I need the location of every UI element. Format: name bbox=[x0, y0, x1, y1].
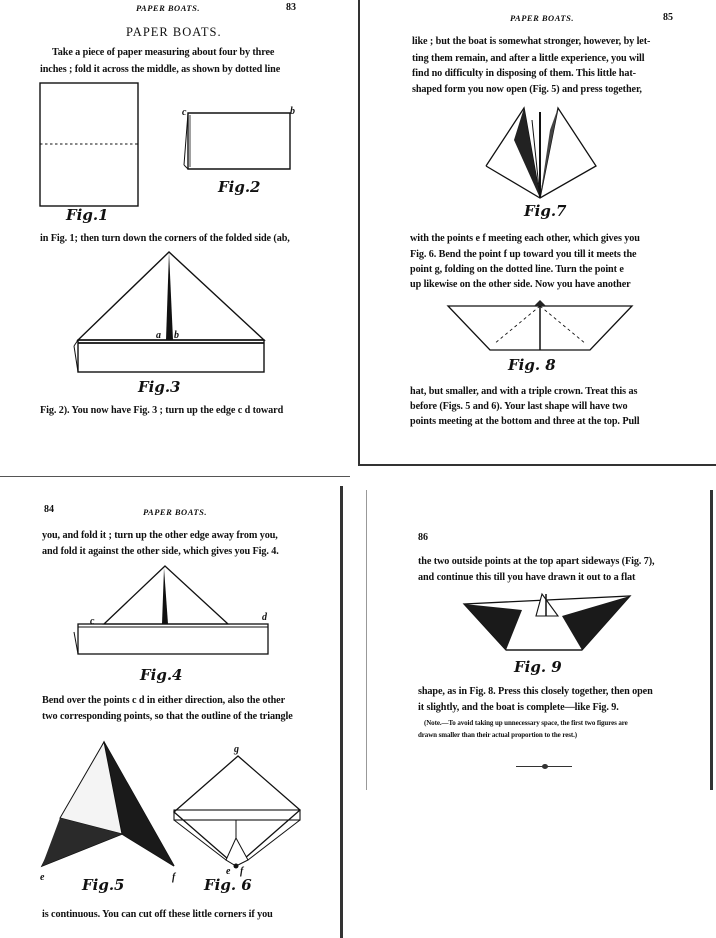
figure-4-caption: Fig.4 bbox=[140, 666, 183, 684]
figure-6 bbox=[164, 742, 306, 876]
page-edge bbox=[358, 464, 716, 466]
body-line: points meeting at the bottom and three at the top. Pull bbox=[410, 416, 640, 427]
body-line: Bend over the points c d in either direction, also the other bbox=[42, 695, 286, 706]
label-c: c bbox=[182, 107, 187, 118]
footnote-line: (Note.—To avoid taking up unnecessary space, the first two figures are bbox=[424, 719, 628, 727]
running-header: PAPER BOATS. bbox=[510, 13, 574, 23]
page-edge bbox=[340, 486, 343, 938]
figure-2-caption: Fig.2 bbox=[218, 178, 261, 196]
page-86 bbox=[366, 490, 716, 790]
body-line: hat, but smaller, and with a triple crown. Treat this as bbox=[410, 386, 638, 397]
page-number: 85 bbox=[663, 12, 673, 23]
figure-1-caption: Fig.1 bbox=[66, 206, 109, 224]
label-d: d bbox=[262, 612, 267, 623]
figure-9 bbox=[462, 590, 632, 656]
body-line: is continuous. You can cut off these little corners if you bbox=[42, 909, 273, 920]
body-line: two corresponding points, so that the outline of the triangle bbox=[42, 711, 293, 722]
page-edge bbox=[366, 490, 367, 790]
body-line: you, and fold it ; turn up the other edge away from you, bbox=[42, 530, 278, 541]
label-b: b bbox=[290, 106, 295, 117]
footnote-line: drawn smaller than their actual proportion to the rest.) bbox=[418, 731, 577, 739]
figure-3-caption: Fig.3 bbox=[138, 378, 181, 396]
page-edge bbox=[358, 0, 360, 466]
body-line: Take a piece of paper measuring about four by three bbox=[52, 47, 275, 58]
body-line: shaped form you now open (Fig. 5) and press together, bbox=[412, 84, 642, 95]
label-b: b bbox=[174, 330, 179, 341]
figure-8-caption: Fig. 8 bbox=[508, 356, 556, 374]
figure-2 bbox=[180, 105, 298, 175]
body-line: before (Figs. 5 and 6). Your last shape will have two bbox=[410, 401, 628, 412]
figure-3 bbox=[68, 246, 278, 382]
chapter-title: PAPER BOATS. bbox=[126, 25, 222, 39]
body-line: the two outside points at the top apart sideways (Fig. 7), bbox=[418, 556, 655, 567]
body-line: ting them remain, and after a little experience, you will bbox=[412, 53, 645, 64]
figure-1 bbox=[38, 80, 148, 215]
label-c: c bbox=[90, 616, 95, 627]
body-line: point g, folding on the dotted line. Turn the point e bbox=[410, 264, 624, 275]
label-e: e bbox=[226, 866, 231, 877]
body-line: shape, as in Fig. 8. Press this closely together, then open bbox=[418, 686, 653, 697]
figure-7 bbox=[484, 100, 598, 206]
label-f: f bbox=[240, 866, 244, 877]
body-line: it slightly, and the boat is complete—like Fig. 9. bbox=[418, 702, 619, 713]
label-g: g bbox=[234, 744, 239, 755]
page-edge bbox=[710, 490, 713, 790]
body-line: and fold it against the other side, which gives you Fig. 4. bbox=[42, 546, 279, 557]
scan-divider bbox=[0, 476, 350, 477]
body-line: with the points e f meeting each other, which gives you bbox=[410, 233, 640, 244]
body-line: find no difficulty in disposing of them. This little hat- bbox=[412, 68, 636, 79]
page-number: 86 bbox=[418, 532, 428, 543]
label-a: a bbox=[156, 330, 161, 341]
running-header: PAPER BOATS. bbox=[143, 507, 207, 517]
page-number: 83 bbox=[286, 2, 296, 13]
page-85 bbox=[358, 0, 716, 466]
figure-8 bbox=[444, 298, 636, 356]
figure-6-caption: Fig. 6 bbox=[204, 876, 252, 894]
body-line: up likewise on the other side. Now you have another bbox=[410, 279, 631, 290]
body-line: Fig. 2). You now have Fig. 3 ; turn up the edge c d toward bbox=[40, 405, 284, 416]
label-e: e bbox=[40, 872, 45, 883]
figure-7-caption: Fig.7 bbox=[524, 202, 567, 220]
figure-5 bbox=[38, 738, 180, 884]
body-line: in Fig. 1; then turn down the corners of the folded side (ab, bbox=[40, 233, 290, 244]
end-ornament bbox=[542, 764, 548, 769]
page-83 bbox=[0, 0, 352, 468]
running-header: PAPER BOATS. bbox=[136, 3, 200, 13]
label-f: f bbox=[172, 872, 176, 883]
figure-4 bbox=[70, 562, 280, 662]
body-line: and continue this till you have drawn it out to a flat bbox=[418, 572, 636, 583]
body-line: Fig. 6. Bend the point f up toward you till it meets the bbox=[410, 249, 637, 260]
figure-9-caption: Fig. 9 bbox=[514, 658, 562, 676]
page-number: 84 bbox=[44, 504, 54, 515]
body-line: like ; but the boat is somewhat stronger, however, by let- bbox=[412, 36, 651, 47]
page-84 bbox=[0, 486, 352, 938]
body-line: inches ; fold it across the middle, as shown by dotted line bbox=[40, 64, 281, 75]
figure-5-caption: Fig.5 bbox=[82, 876, 125, 894]
